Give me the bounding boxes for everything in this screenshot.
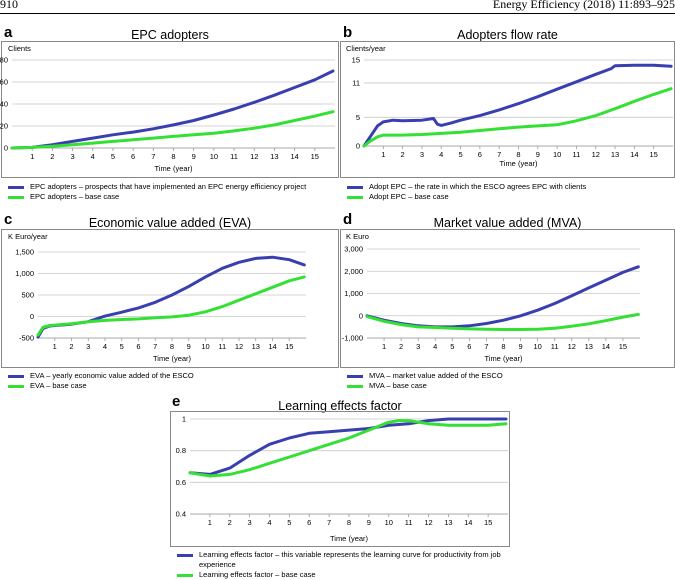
y-tick-label: 1 — [181, 414, 186, 424]
x-tick-label: 1 — [52, 342, 57, 351]
x-tick-label: 11 — [218, 342, 227, 351]
y-tick-label: 0 — [29, 312, 34, 321]
panel-c-title: Economic value added (EVA) — [88, 216, 252, 230]
panel-a-ylabel: Clients — [8, 44, 31, 53]
legend-item — [6, 182, 346, 192]
panel-d-legend — [345, 371, 675, 391]
legend-item — [345, 192, 675, 202]
legend-swatch — [8, 375, 24, 378]
legend-swatch — [177, 574, 193, 577]
x-axis-label: Time (year) — [499, 159, 538, 168]
x-tick-label: 15 — [285, 342, 294, 351]
x-tick-label: 12 — [567, 342, 576, 351]
x-tick-label: 10 — [209, 152, 219, 161]
page-number: 910 — [0, 0, 18, 11]
x-tick-label: 8 — [346, 518, 352, 527]
x-tick-label: 14 — [630, 150, 639, 159]
y-tick-label: 15 — [351, 55, 360, 65]
x-tick-label: 4 — [433, 342, 438, 351]
x-axis-label: Time (year) — [329, 534, 369, 543]
panel-e-frame — [170, 411, 510, 547]
legend-swatch — [177, 554, 193, 557]
y-tick-label: -1,000 — [341, 333, 363, 343]
panel-d-title: Market value added (MVA) — [433, 216, 582, 230]
legend-item — [345, 371, 675, 381]
x-tick-label: 5 — [458, 150, 463, 159]
x-tick-label: 7 — [151, 152, 156, 161]
y-tick-label: 3,000 — [344, 244, 363, 254]
y-tick-label: 1,000 — [344, 289, 363, 298]
x-tick-label: 1 — [30, 152, 35, 161]
legend-item — [175, 550, 515, 570]
x-tick-label: 6 — [136, 342, 141, 351]
legend-swatch — [347, 385, 363, 388]
x-tick-label: 12 — [234, 342, 244, 351]
x-tick-label: 15 — [310, 152, 319, 161]
x-tick-label: 11 — [572, 150, 581, 159]
x-tick-label: 7 — [327, 518, 332, 527]
x-tick-label: 6 — [307, 518, 312, 527]
x-tick-label: 6 — [131, 152, 136, 161]
panel-a-title: EPC adopters — [131, 28, 209, 42]
x-tick-label: 8 — [501, 342, 506, 351]
panel-c-legend — [6, 371, 346, 391]
y-tick-label: 1,500 — [15, 247, 34, 257]
y-tick-label: 0.6 — [175, 477, 186, 487]
legend-label: EVA – base case — [30, 381, 87, 390]
x-tick-label: 2 — [399, 342, 404, 351]
x-tick-label: 7 — [497, 150, 502, 159]
y-tick-label: 5 — [355, 112, 360, 122]
x-tick-label: 14 — [601, 342, 611, 351]
legend-label: EVA – yearly economic value added of the ESCO — [30, 371, 194, 380]
x-tick-label: 3 — [86, 342, 91, 351]
x-tick-label: 10 — [384, 518, 393, 527]
x-tick-label: 7 — [153, 342, 158, 351]
x-axis-label: Time (year) — [484, 354, 523, 363]
x-tick-label: 15 — [618, 342, 628, 351]
legend-swatch — [347, 186, 363, 189]
y-tick-label: 11 — [352, 78, 360, 88]
x-tick-label: 13 — [251, 342, 260, 351]
legend-label: MVA – base case — [369, 381, 427, 390]
panel-a-legend — [6, 182, 346, 202]
panel-b-frame — [340, 41, 675, 178]
legend-swatch — [8, 196, 24, 199]
legend-label: EPC adopters – base case — [30, 192, 120, 201]
x-tick-label: 8 — [516, 150, 521, 159]
x-tick-label: 11 — [230, 152, 238, 161]
panel-b-legend — [345, 182, 675, 202]
panel-c-letter: c — [4, 211, 13, 228]
x-tick-label: 8 — [169, 342, 175, 351]
x-tick-label: 9 — [191, 152, 196, 161]
x-tick-label: 5 — [110, 152, 116, 161]
x-axis-label: Time (year) — [152, 354, 192, 363]
x-tick-label: 4 — [102, 342, 108, 351]
x-tick-label: 3 — [416, 342, 421, 351]
x-tick-label: 5 — [119, 342, 124, 351]
x-tick-label: 13 — [610, 150, 620, 159]
x-tick-label: 12 — [591, 150, 600, 159]
legend-label: Adopt EPC – base case — [369, 192, 449, 201]
x-tick-label: 13 — [444, 518, 453, 527]
x-axis-label: Time (year) — [154, 164, 193, 173]
x-tick-label: 14 — [464, 518, 473, 527]
x-tick-label: 6 — [467, 342, 472, 351]
legend-label: MVA – market value added of the ESCO — [369, 371, 503, 380]
legend-swatch — [8, 186, 24, 189]
x-tick-label: 10 — [201, 342, 210, 351]
y-tick-label: 60 — [0, 77, 8, 87]
x-tick-label: 5 — [287, 518, 292, 527]
x-tick-label: 9 — [518, 342, 523, 351]
panel-a-letter: a — [4, 24, 13, 41]
x-tick-label: 9 — [366, 518, 371, 527]
x-tick-label: 6 — [477, 150, 482, 159]
y-tick-label: 80 — [0, 55, 8, 65]
panel-d-ylabel: K Euro — [346, 232, 369, 241]
panel-b-ylabel: Clients/year — [346, 44, 386, 53]
x-tick-label: 3 — [247, 518, 252, 527]
y-tick-label: 40 — [0, 99, 8, 109]
legend-label: Learning effects factor – this variable represents the learning curve for productivity from job experience — [199, 550, 501, 569]
legend-item — [345, 381, 675, 391]
y-tick-label: 0.8 — [175, 446, 186, 456]
journal-header: Energy Efficiency (2018) 11:893–925 — [492, 0, 675, 11]
y-tick-label: 0.4 — [175, 509, 186, 519]
x-tick-label: 4 — [267, 518, 272, 527]
legend-label: EPC adopters – prospects that have implemented an EPC energy efficiency project — [30, 182, 307, 191]
legend-item — [6, 371, 346, 381]
x-tick-label: 2 — [50, 152, 55, 161]
legend-swatch — [8, 385, 24, 388]
x-tick-label: 15 — [649, 150, 658, 159]
x-tick-label: 10 — [552, 150, 562, 159]
x-tick-label: 15 — [483, 518, 493, 527]
x-tick-label: 14 — [290, 152, 299, 161]
x-tick-label: 13 — [584, 342, 593, 351]
legend-label: Adopt EPC – the rate in which the ESCO agrees EPC with clients — [369, 182, 587, 191]
x-tick-label: 10 — [533, 342, 542, 351]
x-tick-label: 2 — [69, 342, 74, 351]
legend-item — [175, 570, 515, 580]
y-tick-label: -500 — [18, 333, 34, 343]
x-tick-label: 1 — [207, 518, 212, 527]
panel-b-letter: b — [343, 24, 353, 41]
panel-b-title: Adopters flow rate — [457, 28, 558, 42]
y-tick-label: 0 — [3, 143, 8, 153]
y-tick-label: 2,000 — [344, 266, 363, 276]
x-tick-label: 1 — [381, 150, 386, 159]
panel-d-frame — [340, 229, 675, 368]
legend-item — [345, 182, 675, 192]
x-tick-label: 2 — [400, 150, 405, 159]
y-tick-label: 500 — [21, 290, 34, 300]
panel-c-frame — [1, 229, 339, 368]
legend-swatch — [347, 196, 363, 199]
x-tick-label: 3 — [70, 152, 75, 161]
x-tick-label: 11 — [404, 518, 413, 527]
x-tick-label: 5 — [450, 342, 455, 351]
x-tick-label: 12 — [250, 152, 259, 161]
x-tick-label: 14 — [268, 342, 277, 351]
y-tick-label: 20 — [0, 121, 8, 131]
legend-item — [6, 381, 346, 391]
x-tick-label: 9 — [186, 342, 191, 351]
panel-e-letter: e — [172, 393, 181, 410]
panel-c-ylabel: K Euro/year — [8, 232, 48, 241]
panel-d-letter: d — [343, 211, 353, 228]
y-tick-label: 0 — [355, 141, 360, 151]
x-tick-label: 1 — [381, 342, 387, 351]
x-tick-label: 13 — [270, 152, 279, 161]
x-tick-label: 4 — [90, 152, 95, 161]
panel-e-title: Learning effects factor — [278, 399, 402, 413]
x-tick-label: 2 — [227, 518, 232, 527]
x-tick-label: 11 — [550, 342, 559, 351]
x-tick-label: 7 — [484, 342, 489, 351]
x-tick-label: 4 — [439, 150, 444, 159]
legend-swatch — [347, 375, 363, 378]
legend-label: Learning effects factor – base case — [199, 570, 316, 579]
x-tick-label: 8 — [171, 152, 176, 161]
x-tick-label: 12 — [424, 518, 433, 527]
x-tick-label: 3 — [419, 150, 425, 159]
y-tick-label: 1,000 — [15, 269, 34, 278]
y-tick-label: 0 — [358, 311, 363, 321]
legend-item — [6, 192, 346, 202]
x-tick-label: 9 — [535, 150, 540, 159]
